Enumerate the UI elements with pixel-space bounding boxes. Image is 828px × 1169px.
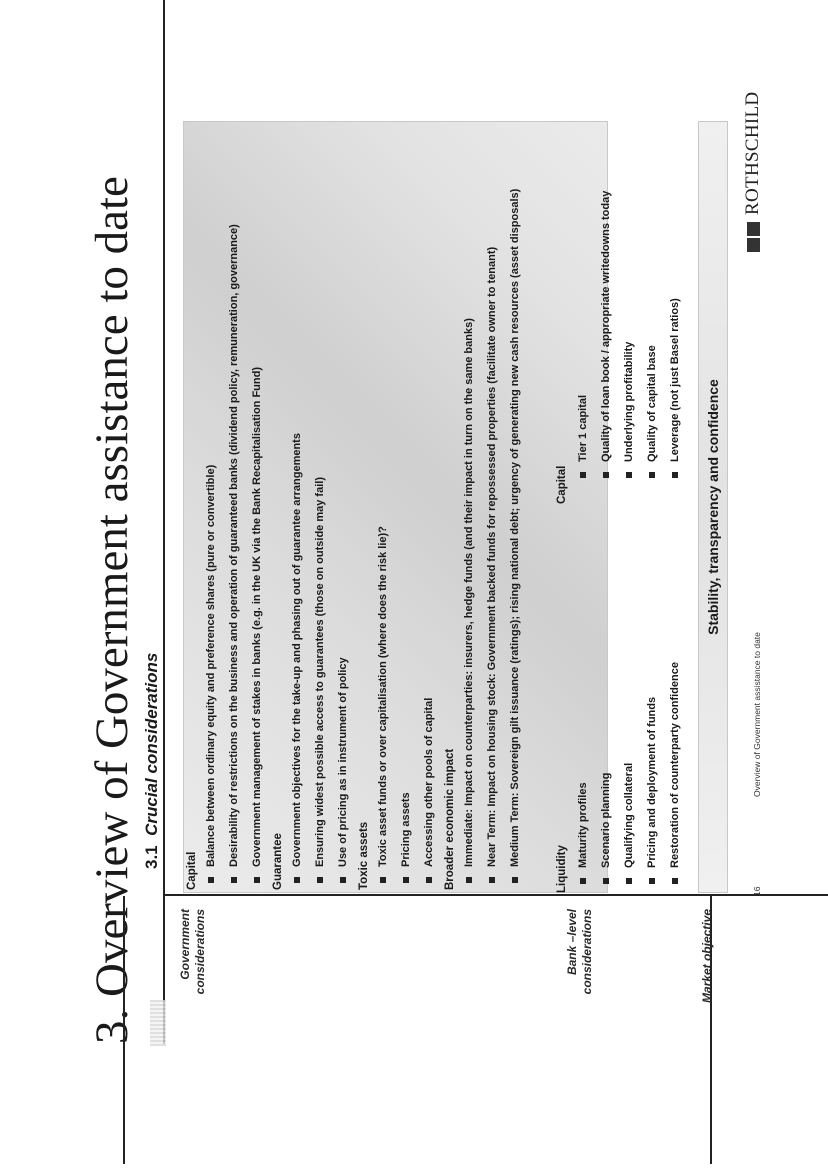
footer-doc-title: Overview of Government assistance to date [752,632,762,797]
logo-square-icon [747,222,760,236]
list-item: Leverage (not just Basel ratios) [664,87,687,487]
list-item: Quality of capital base [641,87,664,487]
market-objective-label [700,909,715,1039]
list-item: Government objectives for the take-up and phasing out of guarantee arrangements [286,122,309,892]
left-column-divider [163,894,828,896]
liquidity-heading: Liquidity [556,845,568,893]
list-item: Pricing and deployment of funds [641,563,664,893]
broader-economic-impact-heading: Broader economic impact [444,748,456,890]
government-label-line1: Government [178,909,192,980]
section-number: 3.1 [142,845,161,869]
market-objective-box: Stability, transparency and confidence [698,121,728,893]
list-item: Pricing assets [395,122,418,892]
toxic-assets-heading: Toxic assets [358,821,370,890]
list-item: Qualifying collateral [618,563,641,893]
toxic-assets-section [356,122,441,892]
list-item: Maturity profiles [572,563,595,893]
list-item: Near Term: Impact on housing stock: Government backed funds for repossessed properties (facilitate owner to tenant) [481,122,504,892]
logo-square-icon [747,238,760,252]
list-item: Government management of stakes in banks (e.g. in the UK via the Bank Recapitalisation Fund) [246,122,269,892]
guarantee-heading: Guarantee [272,833,284,890]
list-item: Quality of loan book / appropriate writedowns today [595,87,618,487]
page-number: 16 [752,886,762,896]
section-title: Crucial considerations [142,652,161,836]
bank-considerations-label [565,909,595,1039]
row-rule-1 [123,896,125,1164]
capital-section [184,122,269,892]
scan-stamp [150,1000,166,1046]
list-item: Tier 1 capital [572,87,595,487]
list-item: Toxic asset funds or over capitalisation (where does the risk lie)? [372,122,395,892]
government-considerations-panel [183,121,608,893]
list-item: Ensuring widest possible access to guarantees (those on outside may fail) [309,122,332,892]
government-label-line2: considerations [193,909,207,995]
bank-capital-list [572,87,687,487]
title-underline [163,0,165,1044]
brand-name: ROTHSCHILD [742,91,763,215]
list-item: Desirability of restrictions on the business and operation of guaranteed banks (dividend policy, remuneration, governance) [223,122,246,892]
broader-economic-impact-section [442,122,524,892]
bank-capital-heading: Capital [556,465,568,504]
list-item: Accessing other pools of capital [418,122,441,892]
bank-label-line2: considerations [580,909,594,995]
bank-label-line1: Bank –level [565,909,579,976]
government-considerations-label [178,909,208,1039]
list-item: Restoration of counterparty confidence [664,563,687,893]
list-item: Use of pricing as in instrument of policy [332,122,355,892]
guarantee-section [270,122,355,892]
section-heading [142,653,162,869]
liquidity-list [572,563,687,893]
list-item: Medium Term: Sovereign gilt issuance (ratings); rising national debt; urgency of generating new cash resources (asset disposals) [504,147,524,892]
capital-heading: Capital [186,851,198,890]
list-item: Balance between ordinary equity and preference shares (pure or convertible) [200,122,223,892]
list-item: Immediate: Impact on counterparties: insurers, hedge funds (and their impact in turn on the same banks) [458,122,481,892]
list-item: Scenario planning [595,563,618,893]
page-title: 3. Overview of Government assistance to date [86,176,138,1044]
market-label-line1: Market objective [700,909,714,1004]
list-item: Underlying profitability [618,87,641,487]
brand-logo [742,92,764,252]
